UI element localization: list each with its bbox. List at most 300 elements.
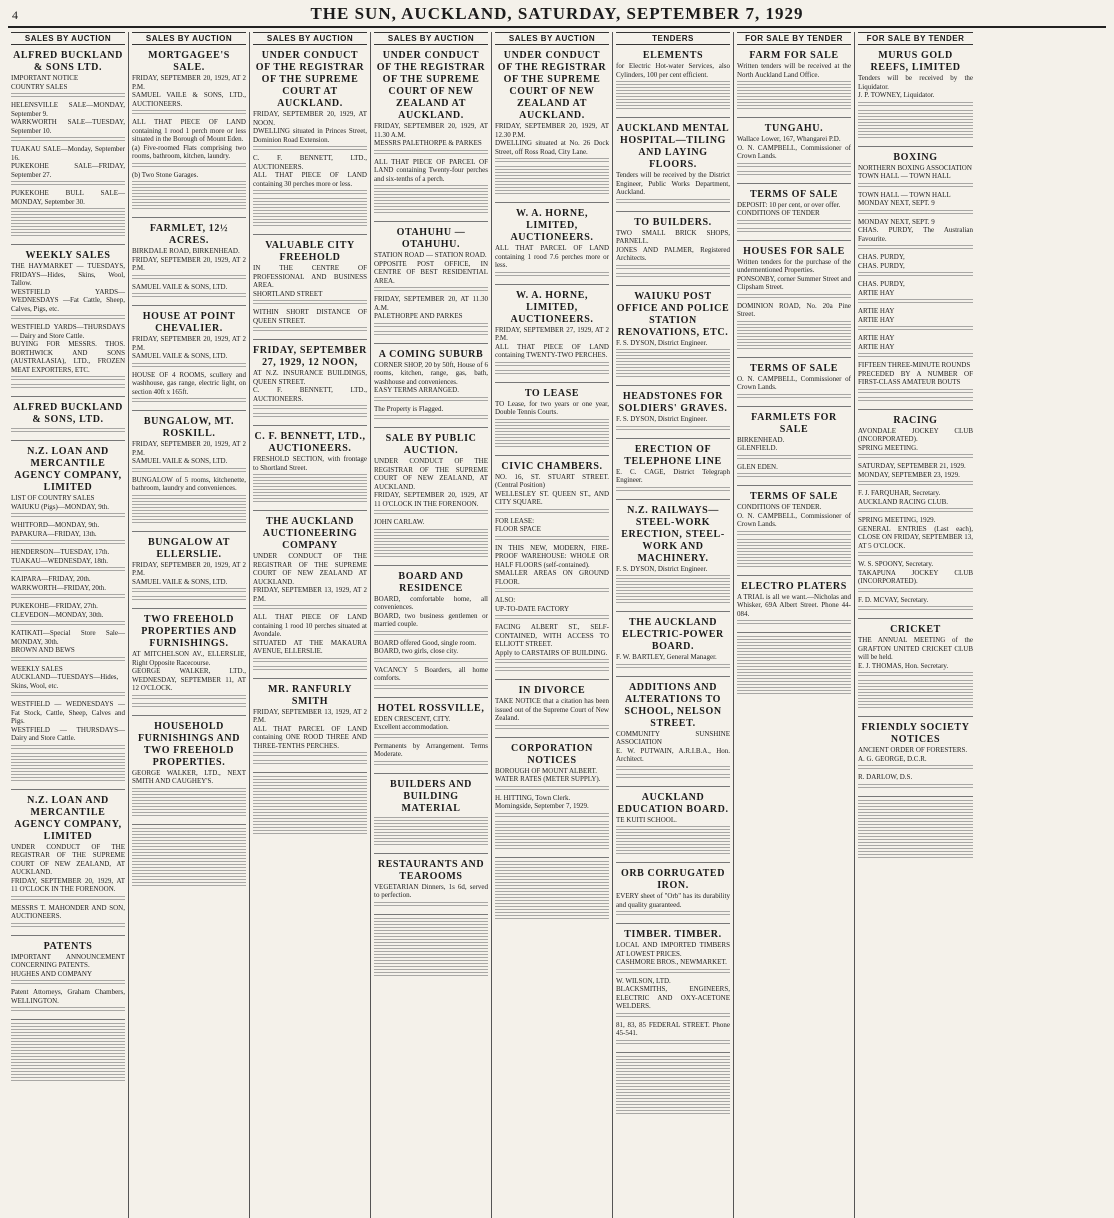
ad-text-line: Permanents by Arrangement. Terms Moderate. <box>374 741 488 758</box>
ad-title: MURUS GOLD REEFS, LIMITED <box>870 50 961 73</box>
ad-text-line: WARKWORTH—FRIDAY, 20th. <box>11 583 107 592</box>
ad-text-line: ANCIENT ORDER OF FORESTERS. <box>858 746 968 754</box>
body-text-block <box>858 397 973 403</box>
ad-title: W. A. HORNE, LIMITED, AUCTIONEERS. <box>510 208 594 243</box>
ad-text-line: ALL THAT PARCEL OF LAND containing ONE ROOD THREE AND THREE-TENTHS PERCHES. <box>253 724 367 750</box>
advertisement <box>616 442 730 500</box>
ad-text-line: DEPOSIT: 10 per cent, or over offer. <box>737 200 841 209</box>
advertisement <box>11 793 125 936</box>
ad-title: C. F. BENNETT, LTD., AUCTIONEERS. <box>254 431 366 454</box>
body-text-block <box>374 918 488 978</box>
ad-text-line: DOMINION ROAD, No. 20a Pine Street. <box>737 301 851 318</box>
ad-text-line: SITUATED AT THE MAKAURA AVENUE, ELLERSLIE. <box>253 638 367 655</box>
body-text-block <box>11 376 125 382</box>
body-text-block <box>616 426 730 432</box>
ad-title: BOXING <box>893 151 938 163</box>
advertisement <box>11 48 125 245</box>
advertisement <box>616 790 730 864</box>
ad-text-line: FOR LEASE: <box>495 516 535 525</box>
ad-text-line: ARTIE HAY <box>858 307 895 315</box>
body-text-block <box>253 146 367 152</box>
body-text-block <box>374 287 488 293</box>
ad-title: FARMLETS FOR SALE <box>751 411 837 435</box>
body-text-block <box>253 760 367 766</box>
body-text-block <box>858 272 973 278</box>
advertisement <box>495 386 609 456</box>
advertisement <box>374 777 488 854</box>
ad-text-line: UNDER CONDUCT OF THE REGISTRAR OF THE SUPREME COURT OF NEW ZEALAND AT AUCKLAND. <box>253 552 367 586</box>
ad-text-line: DWELLING situated at No. 26 Dock Street, off Ross Road, City Lane. <box>495 139 609 156</box>
ad-text-line: BOARD, two business gentlemen or married couple. <box>374 611 488 628</box>
body-text-block <box>374 150 488 156</box>
body-text-block <box>495 821 609 851</box>
ad-text-line: IMPORTANT ANNOUNCEMENT CONCERNING PATENTS. <box>11 952 125 969</box>
advertisement <box>495 48 609 203</box>
ad-title: CRICKET <box>890 624 941 635</box>
ad-text-line: F. S. DYSON, District Engineer. <box>616 415 708 423</box>
body-text-block <box>11 384 125 390</box>
body-text-block <box>374 658 488 664</box>
body-text-block <box>132 181 246 211</box>
ad-text-line: CASHMORE BROS., NEWMARKET. <box>616 958 727 966</box>
ad-text-line: AUCKLAND—TUESDAYS—Hides, Skins, Wool, etc. <box>11 673 119 690</box>
ad-text-line: Excellent accommodation. <box>374 723 449 731</box>
ad-title: BUILDERS AND BUILDING MATERIAL <box>390 778 472 814</box>
ad-text-line: IN THIS NEW, MODERN, FIRE-PROOF WAREHOUSE: WHOLE OR HALF FLOORS (self-contained). <box>495 543 609 569</box>
body-text-block <box>132 110 246 116</box>
ad-text-line: Morningside, September 7, 1929. <box>495 802 589 810</box>
ad-text-line: WELLESLEY ST. QUEEN ST., AND CITY SQUARE. <box>495 489 609 506</box>
ad-title: TIMBER. TIMBER. <box>624 929 722 940</box>
advertisement <box>374 701 488 774</box>
ad-text-line: PONSONBY, corner Summer Street and Clipsham Street. <box>737 274 851 291</box>
body-text-block <box>616 487 730 493</box>
body-text-block <box>858 389 973 395</box>
ad-title: N.Z. RAILWAYS—STEEL-WORK ERECTION, STEEL-WORK AND MACHINERY. <box>621 504 725 564</box>
body-text-block <box>11 745 125 751</box>
ad-text-line: CHAS. PURDY, <box>858 261 905 270</box>
body-text-block <box>616 265 730 271</box>
ad-text-line: FRIDAY, SEPTEMBER 20, 1929, AT 2 P.M. <box>132 255 246 272</box>
advertisement <box>11 939 125 1021</box>
ad-title: WEEKLY SALES <box>25 250 111 261</box>
ad-text-line: THE HAYMARKET — TUESDAYS, FRIDAYS—Hides, Skins, Wool, Tallow. <box>11 262 125 287</box>
ad-text-line: F. J. FARQUHAR, Secretary. <box>858 489 941 497</box>
ad-text-line: HUGHES AND COMPANY <box>11 969 93 978</box>
ad-text-line: UNDER CONDUCT OF THE REGISTRAR OF THE SUPREME COURT OF NEW ZEALAND, AT AUCKLAND. <box>11 842 125 876</box>
ad-text-line: FRIDAY, SEPTEMBER 20, 1929, AT NOON. <box>253 110 367 127</box>
ad-title: SALE BY PUBLIC AUCTION. <box>385 433 477 456</box>
ad-text-line: EASY TERMS ARRANGED. <box>374 386 459 394</box>
advertisement <box>253 343 367 426</box>
ad-text-line: BUYING FOR MESSRS. THOS. BORTHWICK AND SONS (AUSTRALASIA), LTD., FROZEN MEAT EXPORTERS, ETC. <box>11 340 125 374</box>
advertisement <box>253 48 367 235</box>
body-text-block <box>132 596 246 602</box>
advertisement <box>616 503 730 613</box>
ad-text-line: FRIDAY, SEPTEMBER 20, 1929, AT 2 P.M. <box>132 335 246 352</box>
ad-text-line: Written tenders will be received at the North Auckland Land Office. <box>737 62 851 79</box>
body-text-block <box>495 158 609 164</box>
advertisement <box>374 857 488 915</box>
body-text-block <box>11 753 125 783</box>
body-text-block <box>737 539 851 569</box>
ad-text-line: GLENFIELD. <box>737 444 778 452</box>
ad-title: ALFRED BUCKLAND & SONS, LTD. <box>13 402 123 425</box>
ad-text-line: ARTIE HAY <box>858 334 895 342</box>
body-text-block <box>11 1007 125 1013</box>
ad-text-line: BIRKDALE ROAD, BIRKENHEAD. <box>132 247 240 255</box>
ad-text-line: ARTIE HAY <box>858 288 895 297</box>
ad-text-line: UNDER CONDUCT OF THE REGISTRAR OF THE SUPREME COURT OF NEW ZEALAND, AT AUCKLAND. <box>374 457 488 491</box>
body-text-block <box>858 102 973 108</box>
body-text-block <box>495 786 609 792</box>
body-text-block <box>737 220 851 226</box>
ad-title: THE AUCKLAND AUCTIONEERING COMPANY <box>262 516 358 551</box>
body-text-block <box>11 1023 125 1083</box>
newspaper-column <box>371 32 492 1218</box>
ad-text-line: CHAS. PURDY, <box>858 280 905 288</box>
body-text-block <box>11 315 125 321</box>
ad-text-line: FRIDAY, SEPTEMBER 20, 1929, AT 11.30 A.M. <box>374 122 488 139</box>
column-heading: SALES BY AUCTION <box>374 32 488 45</box>
ad-text-line: J. P. TOWNEY, Liquidator. <box>858 91 935 99</box>
ad-text-line: GEORGE WALKER, LTD., WEDNESDAY, SEPTEMBER 11, AT 12 O'CLOCK. <box>132 667 246 692</box>
ad-title: IN DIVORCE <box>518 685 586 696</box>
ad-text-line: E. C. CAGE, District Telegraph Engineer. <box>616 467 730 484</box>
ad-text-line: Patent Attorneys, Graham Chambers, WELLINGTON. <box>11 988 125 1005</box>
body-text-block <box>858 784 973 790</box>
ad-text-line: TAKE NOTICE that a citation has been issued out of the Supreme Court of New Zealand. <box>495 697 609 722</box>
ad-text-line: BOARD, comfortable home, all conveniences. <box>374 594 488 611</box>
advertisement <box>737 410 851 487</box>
body-text-block <box>11 93 125 99</box>
body-text-block <box>737 394 851 400</box>
body-text-block <box>132 293 246 299</box>
ad-text-line: WESTFIELD YARDS—WEDNESDAYS —Fat Cattle, Sheep, Calves, Pigs, etc. <box>11 287 125 313</box>
body-text-block <box>858 800 973 860</box>
ad-text-line: BLACKSMITHS, ENGINEERS, ELECTRIC AND OXY-ACETONE WELDERS. <box>616 985 730 1010</box>
body-text-block <box>858 183 973 189</box>
ad-text-line: NO. 16, ST. STUART STREET. (Central Position) <box>495 472 609 489</box>
ad-title: ADDITIONS AND ALTERATIONS TO SCHOOL, NELSON STREET. <box>624 681 722 729</box>
body-text-block <box>616 1056 730 1116</box>
body-text-block <box>132 363 246 369</box>
body-text-block <box>495 166 609 196</box>
ad-text-line: GEORGE WALKER, LTD., NEXT SMITH AND CAUGHEY'S. <box>132 768 246 785</box>
ad-title: AUCKLAND MENTAL HOSPITAL—TILING AND LAYING FLOORS. <box>616 123 730 170</box>
newspaper-title: THE SUN, AUCKLAND, SATURDAY, SEPTEMBER 7, 1929 <box>310 4 804 23</box>
advertisement <box>616 215 730 286</box>
ad-text-line: for Electric Hot-water Services, also Cylinders, 100 per cent efficient. <box>616 62 730 79</box>
ad-title: VALUABLE CITY FREEHOLD <box>265 240 355 263</box>
advertisement <box>495 459 609 681</box>
ad-text-line: JONES AND PALMER, Registered Architects. <box>616 245 730 262</box>
ad-text-line: IN THE CENTRE OF PROFESSIONAL AND BUSINESS AREA. <box>253 264 367 289</box>
body-text-block <box>616 826 730 856</box>
ad-text-line: AVONDALE JOCKEY CLUB (INCORPORATED). <box>858 426 973 443</box>
ad-text-line: THE ANNUAL MEETING of the GRAFTON UNITED CRICKET CLUB will be held. <box>858 636 973 661</box>
ad-title: PATENTS <box>43 940 93 952</box>
ad-text-line: W. S. SPOONY, Secretary. <box>858 560 934 568</box>
newspaper-column <box>734 32 855 1218</box>
ad-text-line: SAMUEL VAILE & SONS, LTD. <box>132 577 228 586</box>
advertisement <box>616 615 730 677</box>
ad-text-line: JOHN CARLAW. <box>374 518 425 526</box>
body-text-block <box>495 509 609 515</box>
body-text-block <box>858 326 973 332</box>
ad-text-line: SAMUEL VAILE & SONS, LTD., AUCTIONEERS. <box>132 91 246 108</box>
ad-title: BUNGALOW, MT. ROSKILL. <box>143 416 235 439</box>
ad-text-line: DWELLING situated in Princes Street, Dominion Road Extension. <box>253 127 367 144</box>
body-text-block <box>616 349 730 379</box>
advertisement <box>132 221 246 306</box>
body-text-block <box>737 228 851 234</box>
advertisement <box>737 244 851 358</box>
body-text-block <box>374 902 488 908</box>
ad-title: ALFRED BUCKLAND & SONS LTD. <box>13 50 123 73</box>
body-text-block <box>253 666 367 672</box>
ad-title: ELEMENTS <box>642 50 704 61</box>
ad-text-line: FRIDAY, SEPTEMBER 20, 1929, AT 11 O'CLOCK IN THE FORENOON. <box>11 876 125 893</box>
advertisement <box>374 347 488 429</box>
body-text-block <box>495 536 609 542</box>
ad-title: BOARD AND RESIDENCE <box>398 570 464 594</box>
advertisement <box>132 535 246 610</box>
newspaper-column <box>250 32 371 1218</box>
ad-text-line: Written tenders for the purchase of the undermentioned Properties. <box>737 257 851 274</box>
ad-text-line: F. D. MCVAY, Secretary. <box>858 595 929 604</box>
ad-title: CIVIC CHAMBERS. <box>501 460 603 472</box>
ad-text-line: GLEN EDEN. <box>737 462 778 471</box>
body-text-block <box>11 513 125 519</box>
body-text-block <box>858 588 973 594</box>
page-number: 4 <box>12 8 18 22</box>
ad-text-line: WESTFIELD — THURSDAYS— Dairy and Store Cattle. <box>11 725 125 742</box>
ad-text-line: FIFTEEN THREE-MINUTE ROUNDS <box>858 361 971 369</box>
advertisement <box>11 400 125 441</box>
ad-text-line: FACING ALBERT ST., SELF-CONTAINED, WITH ACCESS TO ELLIOTT STREET. <box>495 623 609 648</box>
ad-title: UNDER CONDUCT OF THE REGISTRAR OF THE SUPREME COURT AT AUCKLAND. <box>255 50 365 109</box>
body-text-block <box>132 828 246 888</box>
body-text-block <box>253 327 367 333</box>
body-text-block <box>858 110 973 140</box>
ad-text-line: FRIDAY, SEPTEMBER 20, 1929, AT 2 P.M. <box>132 74 246 91</box>
newspaper-column <box>855 32 976 1218</box>
body-text-block <box>616 81 730 111</box>
ad-text-line: AUCKLAND RACING CLUB. <box>858 497 949 506</box>
ad-text-line: WATER RATES (METER SUPPLY). <box>495 775 601 783</box>
ad-text-line: CORNER SHOP, 20 by 50ft, House of 6 rooms, kitchen, range, gas, bath, washhouse and conveniences. <box>374 360 488 386</box>
body-text-block <box>616 969 730 975</box>
advertisement <box>253 682 367 774</box>
ad-title: HOUSES FOR SALE <box>743 245 845 257</box>
advertisement <box>737 187 851 241</box>
ad-title: TO BUILDERS. <box>634 216 712 228</box>
ad-text-line: SMALLER AREAS ON GROUND FLOOR. <box>495 569 609 586</box>
body-text-block <box>737 455 851 461</box>
column-heading: SALES BY AUCTION <box>495 32 609 45</box>
advertisement <box>253 238 367 340</box>
body-text-block <box>132 788 246 818</box>
columns-container <box>8 32 1106 1218</box>
body-text-block <box>253 658 367 664</box>
body-text-block <box>858 245 973 251</box>
body-text-block <box>374 397 488 403</box>
advertisement <box>132 612 246 716</box>
advertisement <box>495 288 609 383</box>
body-text-block <box>858 481 973 487</box>
ad-text-line: FRIDAY, SEPTEMBER 13, 1929, AT 2 P.M. <box>253 586 367 603</box>
ad-text-line: STATION ROAD — STATION ROAD. <box>374 251 487 259</box>
body-text-block <box>737 171 851 177</box>
ad-title: FARM FOR SALE <box>749 50 839 61</box>
ad-text-line: AT N.Z. INSURANCE BUILDINGS, QUEEN STREET. <box>253 369 367 386</box>
ad-title: TERMS OF SALE <box>749 188 838 200</box>
ad-text-line: TUAKAU SALE—Monday, September 16. <box>11 145 125 162</box>
body-text-block <box>858 210 973 216</box>
advertisement <box>616 866 730 924</box>
ad-text-line: MESSRS T. MAHONDER AND SON, AUCTIONEERS. <box>11 903 125 920</box>
body-text-block <box>374 185 488 215</box>
ad-text-line: ALSO: <box>495 596 516 604</box>
ad-text-line: GENERAL ENTRIES (Last each), CLOSE ON FRIDAY, SEPTEMBER 13, AT 5 O'CLOCK. <box>858 524 973 550</box>
ad-text-line: ALL THAT PIECE OF LAND containing 1 rood 1 perch more or less situated in the Borough of Mount Eden. <box>132 118 246 143</box>
ad-text-line: SAMUEL VAILE & SONS, LTD. <box>132 352 228 360</box>
ad-text-line: FRIDAY, SEPTEMBER 20, AT 11.30 A.M. <box>374 295 488 312</box>
advertisement <box>132 719 246 825</box>
ad-title: CORPORATION NOTICES <box>511 742 593 766</box>
body-text-block <box>11 540 125 546</box>
body-text-block <box>737 321 851 351</box>
ad-text-line: FRESHOLD SECTION, with frontage to Shortland Street. <box>253 455 367 472</box>
ad-text-line: A TRIAL is all we want.—Nicholas and Whisker, 69A Albert Street. Phone 44-084. <box>737 592 851 618</box>
ad-text-line: EVERY sheet of "Orb" has its durability and quality guaranteed. <box>616 892 730 909</box>
body-text-block <box>374 415 488 421</box>
ad-text-line: ARTIE HAY <box>858 315 895 324</box>
body-text-block <box>11 208 125 238</box>
ad-text-line: MONDAY NEXT, SEPT. 9 <box>858 199 935 207</box>
body-text-block <box>858 680 973 710</box>
newspaper-column <box>129 32 250 1218</box>
ad-text-line: MESSRS PALETHORPE & PARKES <box>374 139 482 147</box>
ad-text-line: TOWN HALL — TOWN HALL <box>858 172 951 180</box>
advertisement <box>132 309 246 411</box>
body-text-block <box>374 510 488 516</box>
ad-text-line: TOWN HALL — TOWN HALL <box>858 190 951 199</box>
advertisement <box>132 414 246 532</box>
body-text-block <box>11 692 125 698</box>
column-heading: TENDERS <box>616 32 730 45</box>
body-text-block <box>11 896 125 902</box>
ad-title: OTAHUHU — OTAHUHU. <box>396 227 466 250</box>
ad-text-line: FRIDAY, SEPTEMBER 13, 1929, AT 2 P.M. <box>253 707 367 724</box>
body-text-block <box>11 594 125 600</box>
ad-text-line: HELENSVILLE SALE—MONDAY, September 9. <box>11 101 125 118</box>
ad-text-line: LIST OF COUNTRY SALES <box>11 494 95 502</box>
ad-text-line: AT MITCHELSON AV., ELLERSLIE, Right Opposite Racecourse. <box>132 650 246 667</box>
ad-text-line: WARKWORTH SALE—TUESDAY, September 10. <box>11 118 125 135</box>
ad-text-line: FLOOR SPACE <box>495 525 541 533</box>
column-heading: SALES BY AUCTION <box>11 32 125 45</box>
body-text-block <box>616 273 730 279</box>
ad-text-line: CHAS. PURDY, <box>858 253 905 261</box>
body-text-block <box>374 734 488 740</box>
body-text-block <box>616 774 730 780</box>
ad-title: ELECTRO PLATERS <box>741 580 847 592</box>
body-text-block <box>132 703 246 709</box>
advertisement <box>737 48 851 118</box>
advertisement <box>132 48 246 218</box>
ad-title: HEADSTONES FOR SOLDIERS' GRAVES. <box>618 391 728 414</box>
body-text-block <box>858 299 973 305</box>
ad-text-line: UP-TO-DATE FACTORY <box>495 604 570 613</box>
body-text-block <box>495 813 609 819</box>
ad-title: BUNGALOW AT ELLERSLIE. <box>147 536 231 560</box>
ad-text-line: TO Lease, for two years or one year, Double Tennis Courts. <box>495 399 609 416</box>
ad-title: TERMS OF SALE <box>749 362 838 374</box>
ad-text-line: TUAKAU—WEDNESDAY, 18th. <box>11 556 109 565</box>
ad-title: TO LEASE <box>524 387 580 399</box>
body-text-block <box>616 1013 730 1019</box>
body-text-block <box>253 752 367 758</box>
ad-title: FARMLET, 12½ ACRES. <box>149 223 229 246</box>
body-text-block <box>132 163 246 169</box>
ad-text-line: MONDAY NEXT, SEPT. 9 <box>858 217 935 226</box>
ad-text-line: SAMUEL VAILE & SONS, LTD. <box>132 282 228 291</box>
body-text-block <box>374 761 488 767</box>
body-text-block <box>616 911 730 917</box>
ad-text-line: EDEN CRESCENT, CITY. <box>374 714 451 723</box>
advertisement <box>374 431 488 566</box>
advertisement <box>858 622 973 717</box>
ad-text-line: W. WILSON, LTD. <box>616 976 671 985</box>
ad-text-line: FRIDAY, SEPTEMBER 20, 1929, AT 12.30 P.M. <box>495 122 609 139</box>
body-text-block <box>495 362 609 368</box>
ad-text-line: O. N. CAMPBELL, Commissioner of Crown Lands. <box>737 143 851 160</box>
ad-text-line: BROWN AND BEWS <box>11 646 75 654</box>
body-text-block <box>858 552 973 558</box>
ad-title: TERMS OF SALE <box>749 491 838 502</box>
ad-text-line: ALL THAT PIECE OF LAND containing 1 rood 10 perches situated at Avondale. <box>253 613 367 638</box>
body-text-block <box>11 923 125 929</box>
body-text-block <box>11 181 125 187</box>
ad-title: N.Z. LOAN AND MERCANTILE AGENCY COMPANY, LIMITED <box>14 446 122 493</box>
ad-text-line: Tenders will be received by the Liquidator. <box>858 74 973 91</box>
ad-text-line: Wallace Lower, 167, Whangarei P.D. <box>737 135 841 143</box>
ad-text-line: PAPAKURA—FRIDAY, 13th. <box>11 529 97 538</box>
ad-title: WAIUKU POST OFFICE AND POLICE STATION RENOVATIONS, ETC. <box>616 290 730 338</box>
ad-text-line: FRIDAY, SEPTEMBER 20, 1929, AT 11 O'CLOCK IN THE FORENOON. <box>374 491 488 508</box>
body-text-block <box>11 137 125 143</box>
body-text-block <box>11 980 125 986</box>
ad-title: ORB CORRUGATED IRON. <box>620 868 726 891</box>
ad-text-line: C. F. BENNETT, LTD., AUCTIONEERS. <box>253 154 367 171</box>
ad-text-line: E. J. THOMAS, Hon. Secretary. <box>858 661 949 670</box>
advertisement <box>253 429 367 511</box>
masthead <box>8 4 1106 28</box>
ad-text-line: O. N. CAMPBELL, Commissioner of Crown Lands. <box>737 511 851 528</box>
body-text-block <box>858 353 973 359</box>
body-text-block <box>616 664 730 670</box>
body-text-block <box>132 275 246 281</box>
body-text-block <box>374 685 488 691</box>
advertisement <box>616 927 730 1053</box>
advertisement <box>737 361 851 407</box>
ad-text-line: O. N. CAMPBELL, Commissioner of Crown Lands. <box>737 374 851 391</box>
column-heading: SALES BY AUCTION <box>132 32 246 45</box>
body-text-block <box>495 272 609 278</box>
advertisement <box>616 48 730 118</box>
